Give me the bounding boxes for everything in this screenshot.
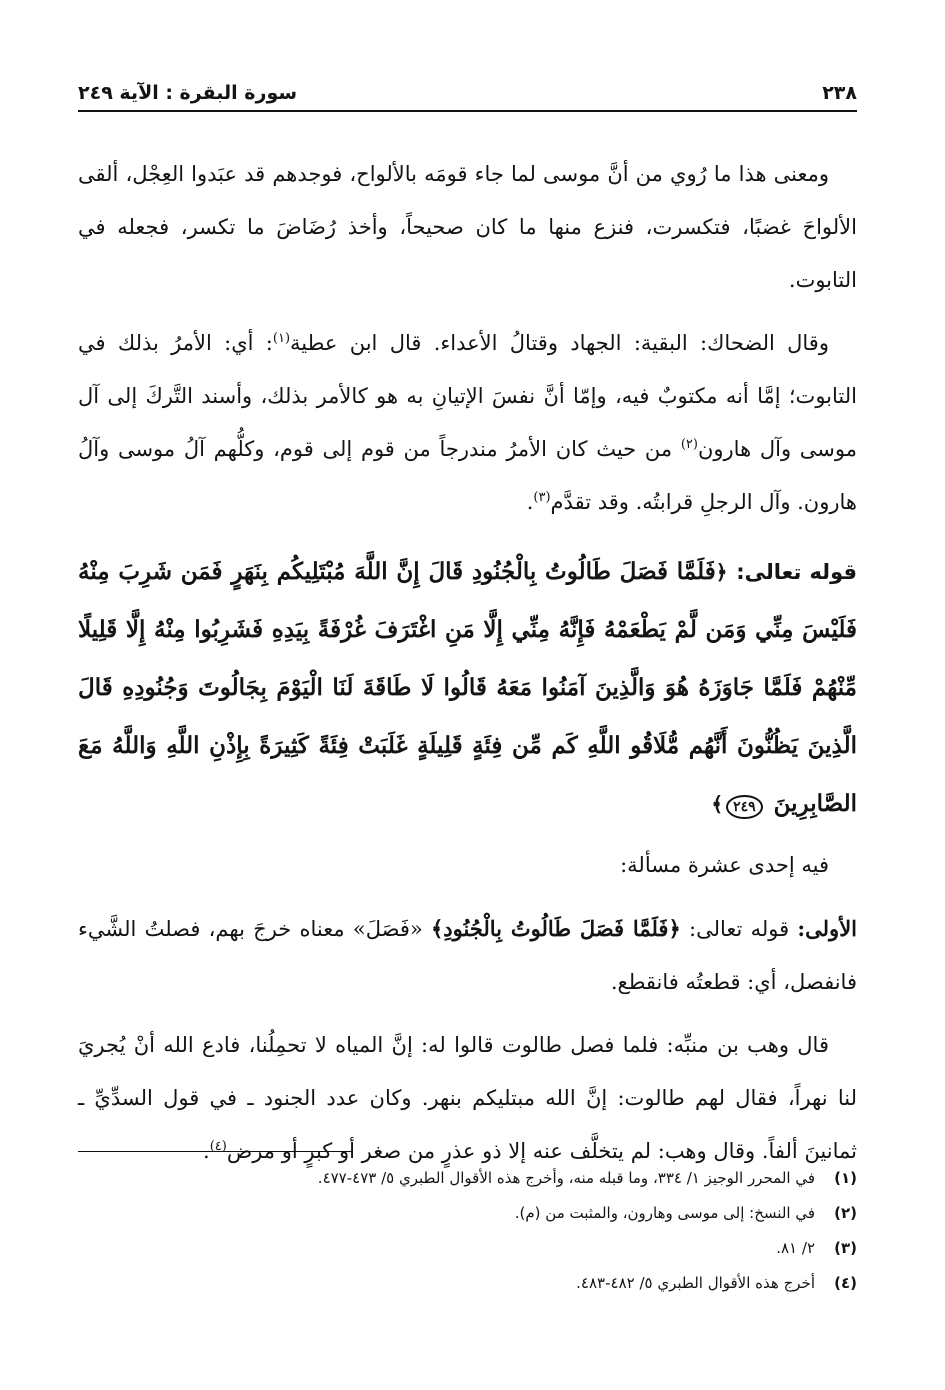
- footnote-text: ٢/ ٨١.: [776, 1238, 815, 1257]
- verse-lead: قوله تعالى:: [736, 560, 857, 584]
- footnote-text: في المحرر الوجيز ١/ ٣٣٤، وما قبله منه، وأخرج هذه الأقوال الطبري ٥/ ٤٧٣-٤٧٧.: [317, 1168, 815, 1187]
- footnote-item: [78, 1265, 857, 1300]
- footnote-number: (٤): [834, 1273, 857, 1292]
- ayah-number-medallion: ٢٤٩: [726, 795, 763, 819]
- footnote-ref-1[interactable]: (١): [272, 331, 291, 346]
- running-header: [78, 62, 857, 104]
- footnote-item: [78, 1160, 857, 1195]
- main-text: [78, 148, 857, 1178]
- footnote-text: أخرج هذه الأقوال الطبري ٥/ ٤٨٢-٤٨٣.: [576, 1273, 815, 1292]
- text-run: .: [526, 490, 534, 514]
- text-run: وقال الضحاك: البقية: الجهاد وقتالُ الأعداء. قال ابن عطية: [290, 331, 829, 355]
- footnote-ref-2[interactable]: (٢): [680, 437, 698, 452]
- verse-text: فَلَمَّا فَصَلَ طَالُوتُ بِالْجُنُودِ قَالَ إِنَّ اللَّهَ مُبْتَلِيكُم بِنَهَرٍ فَمَن شَرِبَ مِنْهُ فَلَيْسَ مِنِّي وَمَن لَّمْ يَطْعَمْهُ فَإِنَّهُ مِنِّي إِلَّا مَنِ اغْتَرَفَ غُرْفَةً بِيَدِهِ فَشَرِبُوا مِنْهُ إِلَّا قَلِيلًا مِّنْهُمْ فَلَمَّا جَاوَزَهُ هُوَ وَالَّذِينَ آمَنُوا مَعَهُ قَالُوا لَا طَاقَةَ لَنَا الْيَوْمَ بِجَالُوتَ وَجُنُودِهِ قَالَ الَّذِينَ يَظُنُّونَ أَنَّهُم مُّلَاقُو اللَّهِ كَم مِّن فِئَةٍ قَلِيلَةٍ غَلَبَتْ فِئَةً كَثِيرَةً بِإِذْنِ اللَّهِ وَاللَّهُ مَعَ الصَّابِرِينَ: [78, 558, 857, 817]
- paragraph-dahhak: [78, 317, 857, 529]
- footnote-ref-4[interactable]: (٤): [209, 1139, 227, 1154]
- paragraph-wahb: [78, 1019, 857, 1178]
- footnotes: [78, 1160, 857, 1300]
- issue-label: الأولى:: [797, 916, 858, 941]
- text-run: .: [203, 1139, 210, 1163]
- header-rule: [78, 110, 857, 112]
- footnote-separator: [78, 1151, 353, 1152]
- footnote-number: (٣): [834, 1238, 857, 1257]
- footnote-item: [78, 1195, 857, 1230]
- text-run: قوله تعالى:: [680, 917, 798, 941]
- footnote-text: في النسخ: إلى موسى وهارون، والمثبت من (م).: [514, 1203, 815, 1222]
- running-title: سورة البقرة : الآية ٢٤٩: [78, 82, 298, 104]
- text-run: قال وهب بن منبِّه: فلما فصل طالوت قالوا له: إنَّ المياه لا تحمِلُنا، فادع الله أنْ يُجريَ لنا نهراً، فقال لهم طالوت: إنَّ الله مبتليكم بنهر. وكان عدد الجنود ـ في قول السدِّيِّ ـ ثمانينَ ألفاً. وقال وهب: لم يتخلَّف عنه إلا ذو عذرٍ من صغر أو كبرٍ أو مرض: [78, 1033, 857, 1163]
- footnote-ref-3[interactable]: (٣): [533, 490, 551, 505]
- ornate-bracket-open: ﴿: [715, 560, 728, 584]
- verse-quote: ﴿فَلَمَّا فَصَلَ طَالُوتُ بِالْجُنُودِ﴾: [430, 916, 681, 941]
- text-run: من حيث كان الأمرُ مندرجاً من قوم إلى قوم، وكلُّهم آلُ موسى وآلُ هارون. وآل الرجلِ قرابتُه. وقد تقدَّم: [78, 437, 857, 514]
- page-number: ٢٣٨: [822, 82, 857, 104]
- text-run: «فَصَلَ» معناه خرجَ بهم، فصلتُ الشَّيء فانفصل، أي: قطعتُه فانقطع.: [78, 917, 857, 994]
- quran-verse-block: [78, 543, 857, 833]
- footnote-number: (١): [834, 1168, 857, 1187]
- text-run: : أي: الأمرُ بذلك في التابوت؛ إمَّا أنه مكتوبٌ فيه، وإمّا أنَّ نفسَ الإتيانِ به هو كالأمر بذلك، وأسند التَّركَ إلى آل موسى وآل هارون: [78, 331, 857, 461]
- ornate-bracket-close: ﴾: [711, 792, 724, 816]
- issues-intro: فيه إحدى عشرة مسألة:: [620, 853, 829, 877]
- footnote-item: [78, 1230, 857, 1265]
- paragraph-first-issue: [78, 902, 857, 1009]
- paragraph-tablets: ومعنى هذا ما رُوي من أنَّ موسى لما جاء قومَه بالألواح، فوجدهم قد عبَدوا العِجْل، ألقى الألواحَ غضبًا، فتكسرت، فنزع منها ما كان صحيحاً، وأخذ رُضَاضَ ما تكسر، فجعله في التابوت.: [78, 162, 857, 292]
- footnote-number: (٢): [834, 1203, 857, 1222]
